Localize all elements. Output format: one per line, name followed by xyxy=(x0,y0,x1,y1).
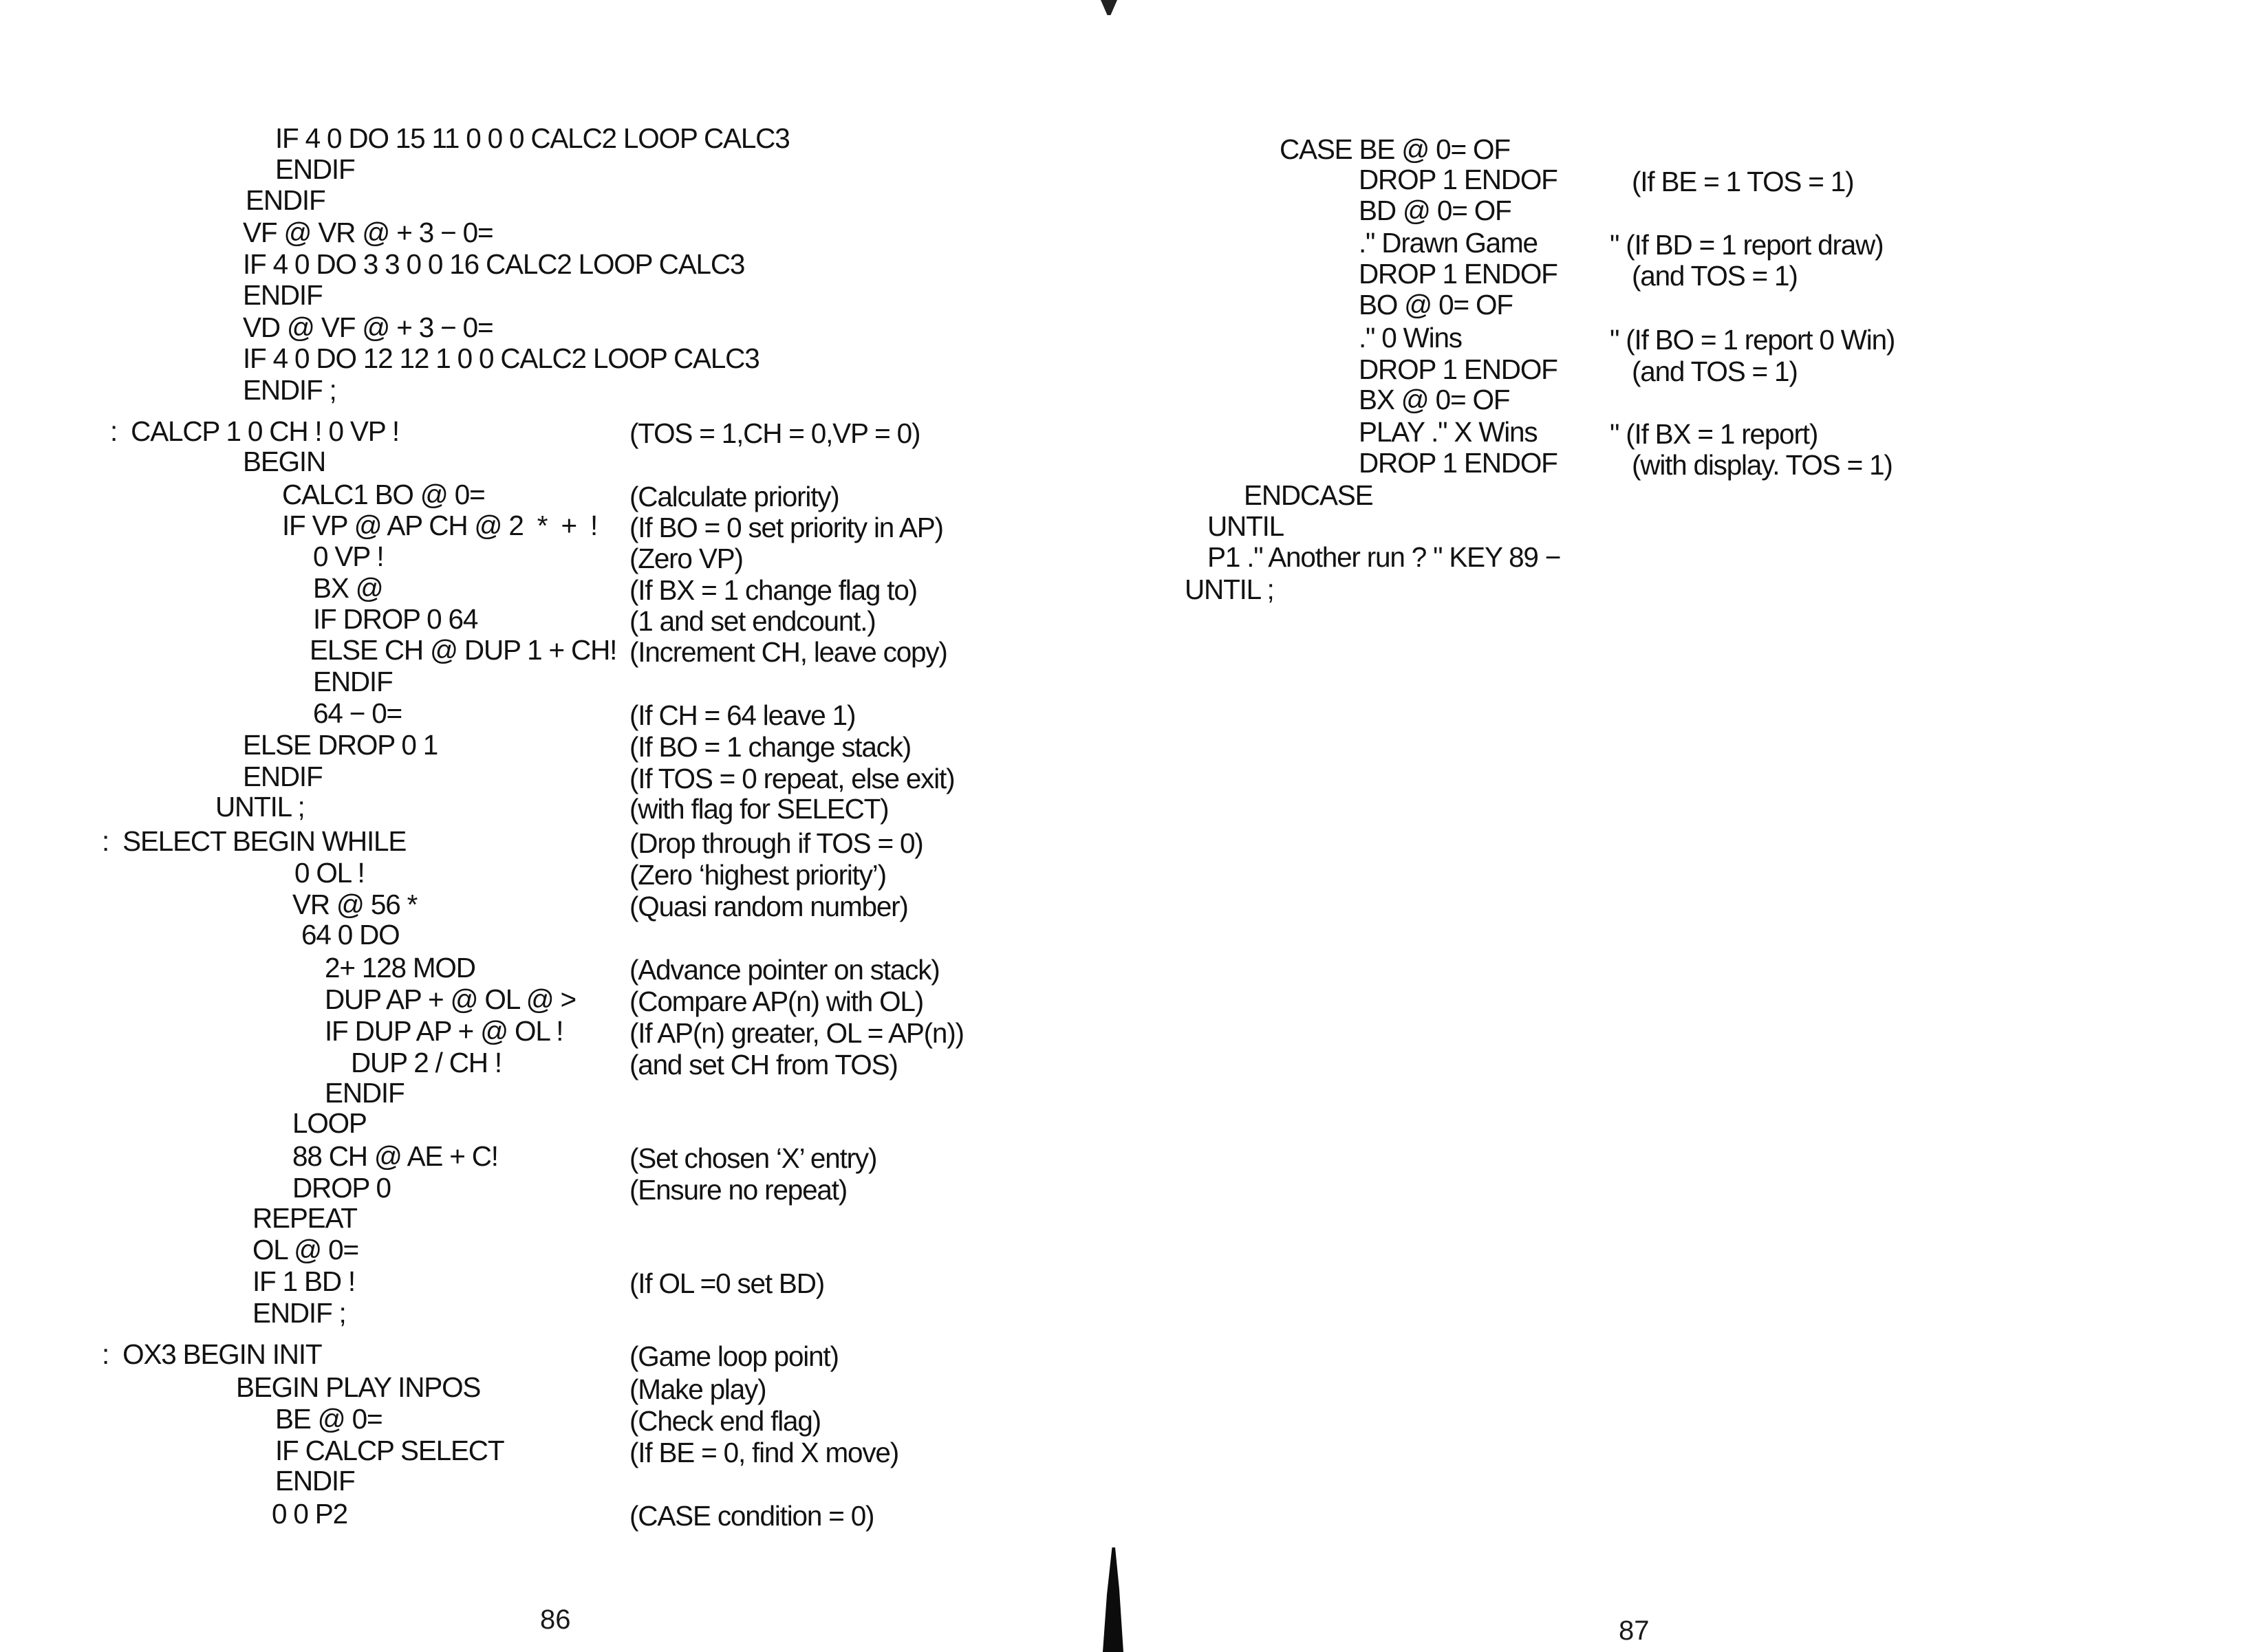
code-line: BE @ 0= xyxy=(275,1403,382,1435)
code-line: IF 4 0 DO 12 12 1 0 0 CALC2 LOOP CALC3 xyxy=(243,343,759,374)
code-comment: (If TOS = 0 repeat, else exit) xyxy=(629,763,955,794)
code-line: CASE BE @ 0= OF xyxy=(1280,133,1510,165)
code-line: : SELECT BEGIN WHILE xyxy=(102,825,407,857)
code-comment: (CASE condition = 0) xyxy=(629,1500,874,1532)
code-line: IF DUP AP + @ OL ! xyxy=(325,1015,563,1047)
code-line: DUP AP + @ OL @ > xyxy=(325,983,576,1015)
code-line: ELSE DROP 0 1 xyxy=(243,729,438,761)
code-line: : OX3 BEGIN INIT xyxy=(102,1338,322,1370)
page-number-left: 86 xyxy=(540,1605,571,1635)
page-number-right: 87 xyxy=(1619,1616,1650,1646)
code-line: DROP 0 xyxy=(292,1172,391,1204)
code-line: 0 0 P2 xyxy=(272,1498,347,1530)
code-line: BEGIN PLAY INPOS xyxy=(236,1371,481,1403)
code-comment: (If BE = 0, find X move) xyxy=(629,1437,898,1468)
code-line: BO @ 0= OF xyxy=(1359,289,1513,320)
code-line: 64 − 0= xyxy=(313,697,402,729)
code-comment: (If OL =0 set BD) xyxy=(629,1268,825,1299)
code-comment: (Ensure no repeat) xyxy=(629,1174,848,1206)
code-comment: (Advance pointer on stack) xyxy=(629,954,940,986)
code-comment: " (If BX = 1 report) xyxy=(1610,418,1818,450)
code-line: DUP 2 / CH ! xyxy=(351,1047,502,1078)
code-line: IF 4 0 DO 3 3 0 0 16 CALC2 LOOP CALC3 xyxy=(243,248,745,280)
code-comment: (with flag for SELECT) xyxy=(629,793,889,825)
code-line: 88 CH @ AE + C! xyxy=(292,1140,498,1172)
code-line: BX @ xyxy=(313,572,383,604)
code-line: BX @ 0= OF xyxy=(1359,384,1510,415)
code-line: IF CALCP SELECT xyxy=(275,1435,504,1466)
code-comment: (Make play) xyxy=(629,1373,766,1405)
code-comment: (Compare AP(n) with OL) xyxy=(629,986,924,1017)
code-line: REPEAT xyxy=(252,1202,357,1234)
code-line: ENDIF xyxy=(275,153,355,185)
code-line: UNTIL ; xyxy=(1185,574,1274,605)
code-line: ELSE CH @ DUP 1 + CH! xyxy=(310,634,617,666)
code-line: ENDIF ; xyxy=(252,1297,346,1329)
code-comment: (Check end flag) xyxy=(629,1405,821,1437)
code-line: ENDIF xyxy=(243,279,323,311)
code-comment: (and set CH from TOS) xyxy=(629,1049,898,1080)
code-comment: (Increment CH, leave copy) xyxy=(629,636,947,668)
code-comment: (Zero ‘highest priority’) xyxy=(629,859,886,891)
code-comment: (If AP(n) greater, OL = AP(n)) xyxy=(629,1017,964,1049)
code-line: DROP 1 ENDOF xyxy=(1359,164,1557,195)
code-comment: (and TOS = 1) xyxy=(1632,260,1798,292)
code-line: OL @ 0= xyxy=(252,1234,358,1265)
code-line: DROP 1 ENDOF xyxy=(1359,447,1557,479)
code-comment: (If BE = 1 TOS = 1) xyxy=(1632,166,1854,197)
code-comment: (Calculate priority) xyxy=(629,481,839,512)
code-line: ENDIF xyxy=(325,1077,405,1109)
code-line: UNTIL ; xyxy=(215,791,305,823)
code-line: P1 ." Another run ? " KEY 89 − xyxy=(1207,541,1561,573)
code-line: VF @ VR @ + 3 − 0= xyxy=(243,217,493,248)
code-line: 2+ 128 MOD xyxy=(325,952,475,983)
code-comment: (with display. TOS = 1) xyxy=(1632,449,1893,481)
code-comment: (Quasi random number) xyxy=(629,891,908,922)
code-comment: (TOS = 1,CH = 0,VP = 0) xyxy=(629,417,920,449)
code-comment: (Drop through if TOS = 0) xyxy=(629,827,923,859)
code-comment: " (If BO = 1 report 0 Win) xyxy=(1610,324,1895,356)
code-line: VD @ VF @ + 3 − 0= xyxy=(243,312,493,343)
code-line: VR @ 56 * xyxy=(292,889,418,920)
code-line: ." 0 Wins xyxy=(1359,322,1462,354)
code-comment: (If BO = 0 set priority in AP) xyxy=(629,512,943,543)
code-line: ENDIF xyxy=(243,761,323,792)
code-line: ENDIF xyxy=(246,184,325,216)
code-line: ENDCASE xyxy=(1244,479,1373,511)
code-comment: (If BO = 1 change stack) xyxy=(629,731,912,763)
code-line: LOOP xyxy=(292,1107,367,1139)
code-line: DROP 1 ENDOF xyxy=(1359,258,1557,290)
code-comment: (If BX = 1 change flag to) xyxy=(629,574,917,606)
code-line: ENDIF xyxy=(313,666,393,697)
code-line: IF 4 0 DO 15 11 0 0 0 CALC2 LOOP CALC3 xyxy=(275,122,790,154)
code-line: DROP 1 ENDOF xyxy=(1359,354,1557,385)
code-comment: (Game loop point) xyxy=(629,1340,839,1372)
code-line: 64 0 DO xyxy=(301,919,400,950)
code-line: BD @ 0= OF xyxy=(1359,195,1511,226)
code-line: IF DROP 0 64 xyxy=(313,603,478,635)
code-line: IF 1 BD ! xyxy=(252,1265,355,1297)
code-comment: (Set chosen ‘X’ entry) xyxy=(629,1142,877,1174)
code-comment: (If CH = 64 leave 1) xyxy=(629,699,856,731)
code-comment: " (If BD = 1 report draw) xyxy=(1610,229,1884,261)
code-line: UNTIL xyxy=(1207,510,1284,542)
code-line: 0 VP ! xyxy=(313,541,384,572)
code-line: ." Drawn Game xyxy=(1359,227,1538,259)
code-comment: (1 and set endcount.) xyxy=(629,605,876,637)
code-line: : CALCP 1 0 CH ! 0 VP ! xyxy=(110,415,399,447)
code-line: BEGIN xyxy=(243,446,326,477)
code-line: ENDIF ; xyxy=(243,374,336,406)
code-line: ENDIF xyxy=(275,1465,355,1497)
code-comment: (and TOS = 1) xyxy=(1632,356,1798,387)
code-line: IF VP @ AP CH @ 2 * + ! xyxy=(282,510,598,541)
code-line: PLAY ." X Wins xyxy=(1359,416,1538,448)
code-line: CALC1 BO @ 0= xyxy=(282,479,485,510)
code-line: 0 OL ! xyxy=(294,857,365,889)
code-comment: (Zero VP) xyxy=(629,543,743,574)
